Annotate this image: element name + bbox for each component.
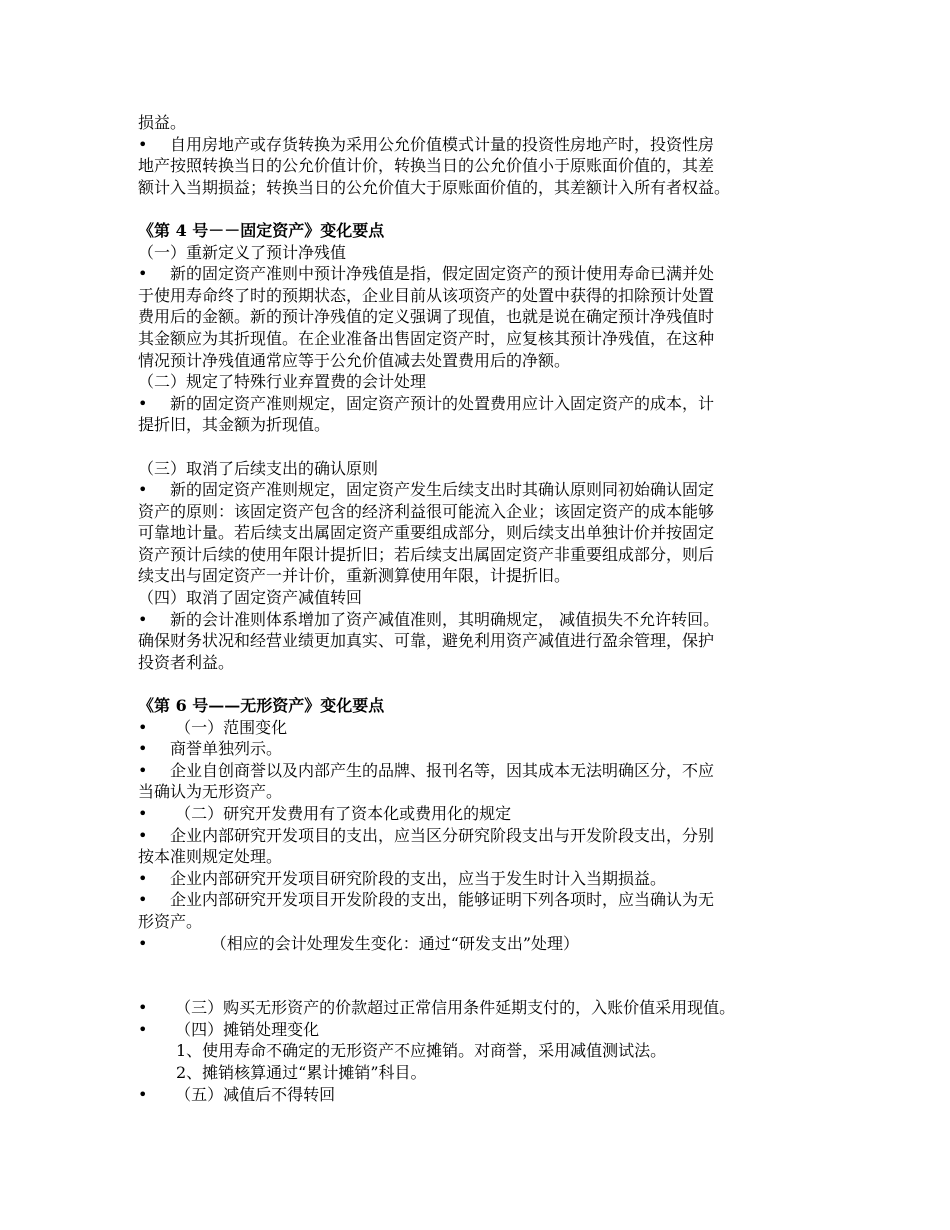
text-line: 地产按照转换当日的公允价值计价，转换当日的公允价值小于原账面价值的，其差 (138, 156, 715, 176)
text-line: 于使用寿命终了时的预期状态，企业目前从该项资产的处置中获得的扣除预计处置 (138, 285, 715, 305)
text-line: 续支出与固定资产一并计价，重新测算使用年限，计提折旧。 (138, 566, 571, 586)
subheading: （二）规定了特殊行业弃置费的会计处理 (138, 372, 427, 392)
text-line: 费用后的金额。新的预计净残值的定义强调了现值，也就是说在确定预计净残值时 (138, 307, 715, 327)
bullet-item: • 商誉单独列示。 (138, 739, 283, 759)
bullet-item: • 企业内部研究开发项目开发阶段的支出，能够证明下列各项时，应当确认为无 (138, 890, 715, 910)
section-title-fixed-assets: 《第 4 号－－固定资产》变化要点 (138, 220, 385, 240)
bullet-icon: • (138, 264, 148, 284)
bullet-item: • 新的固定资产准则中预计净残值是指，假定固定资产的预计使用寿命已满并处 (138, 264, 715, 284)
text-line: 情况预计净残值通常应等于公允价值减去处置费用后的净额。 (138, 350, 571, 370)
subheading: （一）重新定义了预计净残值 (138, 242, 347, 262)
bullet-icon: • (138, 609, 148, 629)
text-line: 当确认为无形资产。 (138, 782, 283, 802)
bullet-icon: • (138, 890, 148, 910)
bullet-icon: • (138, 134, 148, 154)
text-line: 资产预计后续的使用年限计提折旧；若后续支出属固定资产非重要组成部分，则后 (138, 544, 715, 564)
bullet-icon: • (138, 480, 148, 500)
bullet-icon: • (138, 998, 148, 1018)
text-line: 提折旧，其金额为折现值。 (138, 415, 331, 435)
bullet-item: • 企业自创商誉以及内部产生的品牌、报刊名等，因其成本无法明确区分，不应 (138, 760, 715, 780)
bullet-icon: • (138, 1084, 148, 1104)
subheading: （三）取消了后续支出的确认原则 (138, 458, 379, 478)
text-line: 投资者利益。 (138, 652, 235, 672)
text-line: 损益。 (138, 113, 187, 132)
bullet-item: • 新的固定资产准则规定，固定资产发生后续支出时其确认原则同初始确认固定 (138, 480, 715, 500)
bullet-icon: • (138, 868, 148, 888)
bullet-item: • （一）范围变化 (138, 717, 288, 737)
section-title-intangible-assets: 《第 6 号——无形资产》变化要点 (138, 696, 385, 716)
text-line: 确保财务状况和经营业绩更加真实、可靠，避免利用资产减值进行盈余管理，保护 (138, 631, 715, 651)
bullet-item: • （三）购买无形资产的价款超过正常信用条件延期支付的，入账价值采用现值。 (138, 998, 736, 1018)
bullet-item: • （四）摊销处理变化 (138, 1019, 320, 1039)
bullet-item: • 企业内部研究开发项目研究阶段的支出，应当于发生时计入当期损益。 (138, 868, 667, 888)
bullet-icon: • (138, 393, 148, 413)
subheading: （四）取消了固定资产减值转回 (138, 588, 363, 608)
text-line: 按本准则规定处理。 (138, 847, 283, 867)
bullet-icon: • (138, 804, 148, 823)
text-line: 额计入当期损益；转换当日的公允价值大于原账面价值的，其差额计入所有者权益。 (138, 177, 731, 197)
bullet-item: • 自用房地产或存货转换为采用公允价值模式计量的投资性房地产时，投资性房 (138, 134, 715, 154)
bullet-icon: • (138, 825, 148, 845)
text-line: 可靠地计量。若后续支出属固定资产重要组成部分，则后续支出单独计价并按固定 (138, 523, 715, 543)
bullet-icon: • (138, 1019, 148, 1039)
bullet-item: • 企业内部研究开发项目的支出，应当区分研究阶段支出与开发阶段支出，分别 (138, 825, 715, 845)
bullet-icon: • (138, 739, 148, 759)
bullet-icon: • (138, 717, 148, 737)
bullet-icon: • (138, 933, 148, 953)
bullet-item: • （二）研究开发费用有了资本化或费用化的规定 (138, 804, 512, 823)
document-body (138, 112, 828, 1105)
text-line: 其金额应为其折现值。在企业准备出售固定资产时，应复核其预计净残值，在这种 (138, 328, 715, 348)
bullet-item: • 新的固定资产准则规定，固定资产预计的处置费用应计入固定资产的成本，计 (138, 393, 715, 413)
numbered-item: 1、使用寿命不确定的无形资产不应摊销。对商誉，采用减值测试法。 (176, 1041, 667, 1061)
text-line: 资产的原则：该固定资产包含的经济利益很可能流入企业；该固定资产的成本能够 (138, 501, 715, 521)
bullet-icon: • (138, 760, 148, 780)
numbered-item: 2、摊销核算通过“累计摊销”科目。 (176, 1062, 427, 1082)
text-line: 形资产。 (138, 911, 203, 931)
bullet-item: • （相应的会计处理发生变化：通过“研发支出”处理） (138, 933, 580, 953)
bullet-item: • （五）减值后不得转回 (138, 1084, 336, 1104)
bullet-item: • 新的会计准则体系增加了资产减值准则，其明确规定， 减值损失不允许转回。 (138, 609, 720, 629)
